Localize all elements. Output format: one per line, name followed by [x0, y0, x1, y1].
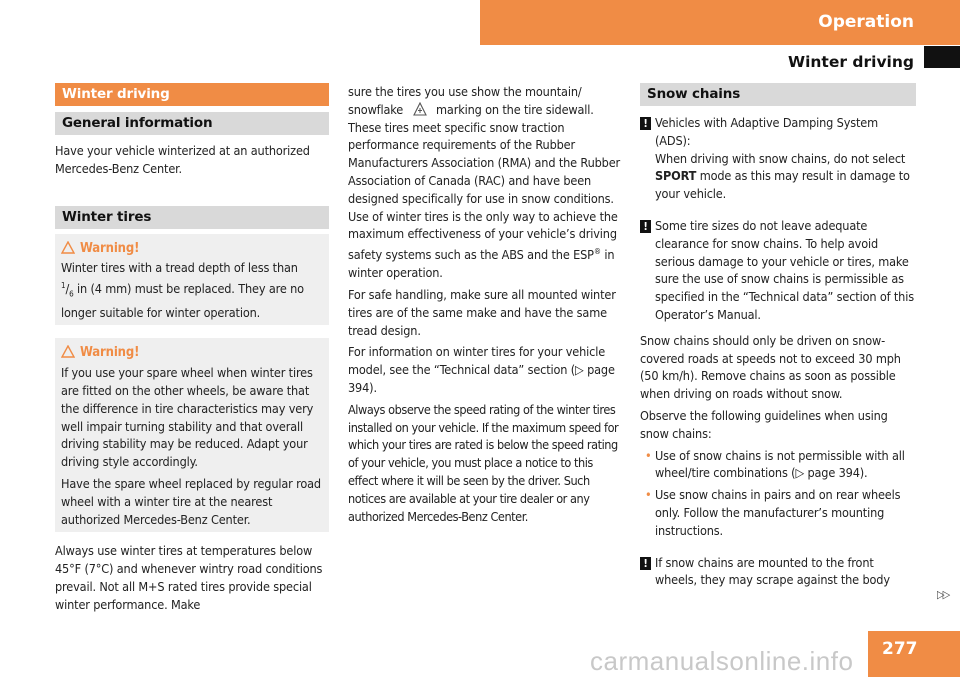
guidelines-paragraph: Observe the following guidelines when using snow chains: — [640, 407, 888, 441]
note-2 — [640, 217, 916, 324]
warning-heading — [61, 344, 323, 362]
column-left — [55, 83, 329, 614]
note-1-text-b: When driving with snow chains, do not select — [655, 150, 906, 166]
warning-label: Warning! — [80, 240, 140, 256]
warning-box-1 — [55, 234, 329, 326]
registered-mark: ® — [593, 247, 601, 257]
continue-arrow-icon: ▷▷ — [937, 588, 949, 601]
warning-triangle-icon — [61, 241, 75, 254]
thumb-tab-marker — [924, 46, 960, 68]
technical-data-paragraph: For information on winter tires for your vehicle model, see the “Technical data” section (▷ page 394). — [348, 344, 615, 395]
mountain-snowflake-icon — [413, 102, 427, 116]
paragraph-1-b: marking on the tire sidewall. These tires meet specific snow traction performance requirements of the Rubber Manufacturers Association (RMA) and the Rubber Association of Canada (RAC) and have been designed specifically for use in snow conditions. Use of winter tires is the only way to achieve the maximum effectiveness of your vehicle’s driving safety systems such as the ABS and the ESP — [348, 101, 621, 263]
column-middle — [348, 83, 624, 525]
bullet-item: • Use snow chains in pairs and on rear wheels only. Follow the manufacturer’s mounting instructions. — [640, 486, 916, 539]
note-3 — [640, 554, 916, 590]
speed-rating-paragraph: Always observe the speed rating of the winter tires installed on your vehicle. If the maximum speed for which your tires are rated is below the speed rating of your vehicle, you must place a notice to this effect where it will be seen by the driver. Such notices are available at your tire dealer or any authorized Mercedes-Benz Center. — [348, 401, 619, 524]
mountain-snowflake-paragraph — [348, 83, 624, 282]
warning-heading — [61, 240, 323, 258]
paragraph-1-a: sure the tires you use show the mountain/ snowflake — [348, 84, 582, 117]
note-3-text: If snow chains are mounted to the front wheels, they may scrape against the body — [655, 554, 890, 588]
note-2-text: Some tire sizes do not leave adequate clearance for snow chains. To help avoid serious damage to your vehicle or tires, make sure the use of snow chains is permissible as specified in the “Technical data” section of this Operator’s Manual. — [655, 217, 914, 322]
warning-triangle-icon — [61, 345, 75, 358]
sport-mode-label: SPORT — [655, 168, 697, 184]
fraction-denominator: 6 — [69, 289, 74, 299]
fraction-numerator: 1 — [61, 281, 66, 291]
header-tab — [480, 0, 960, 45]
subsection-title: Winter driving — [787, 53, 914, 71]
winter-tires-text: Always use winter tires at temperatures below 45°F (7°C) and whenever wintry road conditions prevail. Not all M+S rated tires provide special winter performance. Make — [55, 543, 323, 612]
paragraph-1-c: in winter operation. — [348, 247, 615, 281]
heading-snow-chains: Snow chains — [640, 83, 916, 106]
warning-label: Warning! — [80, 345, 140, 361]
exclamation-icon: ! — [640, 557, 651, 570]
note-1-text-c: mode as this may result in damage to your vehicle. — [655, 168, 910, 202]
exclamation-icon: ! — [640, 220, 651, 233]
heading-general-information: General information — [55, 112, 329, 135]
warning-1-text: Winter tires with a tread depth of less than $^1/_6$ in (4 mm) must be replaced. They are no longer suitable for winter operation. — [61, 260, 304, 320]
page-number-tab — [868, 631, 960, 677]
exclamation-icon: ! — [640, 117, 651, 130]
section-title: Operation — [818, 12, 914, 32]
warning-1-text-b: in (4 mm) must be replaced. They are — [77, 281, 287, 297]
page-number: 277 — [882, 639, 918, 659]
warning-2-text-1: If you use your spare wheel when winter tires are fitted on the other wheels, be aware that the difference in tire characteristics may very well impair turning stability and that overall driving stability may be reduced. Adapt your driving style accordingly. — [61, 365, 314, 470]
note-1 — [640, 114, 916, 203]
safe-handling-paragraph: For safe handling, make sure all mounted winter tires are of the same make and have the same tread design. — [348, 286, 616, 338]
watermark: carmanualsonline.info — [590, 646, 854, 676]
warning-1-text-a: Winter tires with a tread depth of less than — [61, 260, 298, 276]
bullet-item: • Use of snow chains is not permissible with all wheel/tire combinations (▷ page 394). — [640, 447, 916, 483]
column-right — [640, 83, 916, 589]
snow-chains-speed-paragraph: Snow chains should only be driven on snow-covered roads at speeds not to exceed 30 mph (50 km/h). Remove chains as soon as possible when driving on roads without snow. — [640, 332, 901, 402]
warning-1-text-c: no longer suitable for winter operation. — [61, 281, 304, 320]
heading-winter-driving: Winter driving — [55, 83, 329, 106]
general-text: Have your vehicle winterized at an authorized Mercedes-Benz Center. — [55, 143, 310, 176]
note-1-text-a: Vehicles with Adaptive Damping System (ADS): — [655, 115, 879, 148]
heading-winter-tires: Winter tires — [55, 206, 329, 229]
warning-2-text-2: Have the spare wheel replaced by regular road wheel with a winter tire at the nearest authorized Mercedes-Benz Center. — [61, 476, 321, 527]
warning-box-2 — [55, 338, 329, 532]
